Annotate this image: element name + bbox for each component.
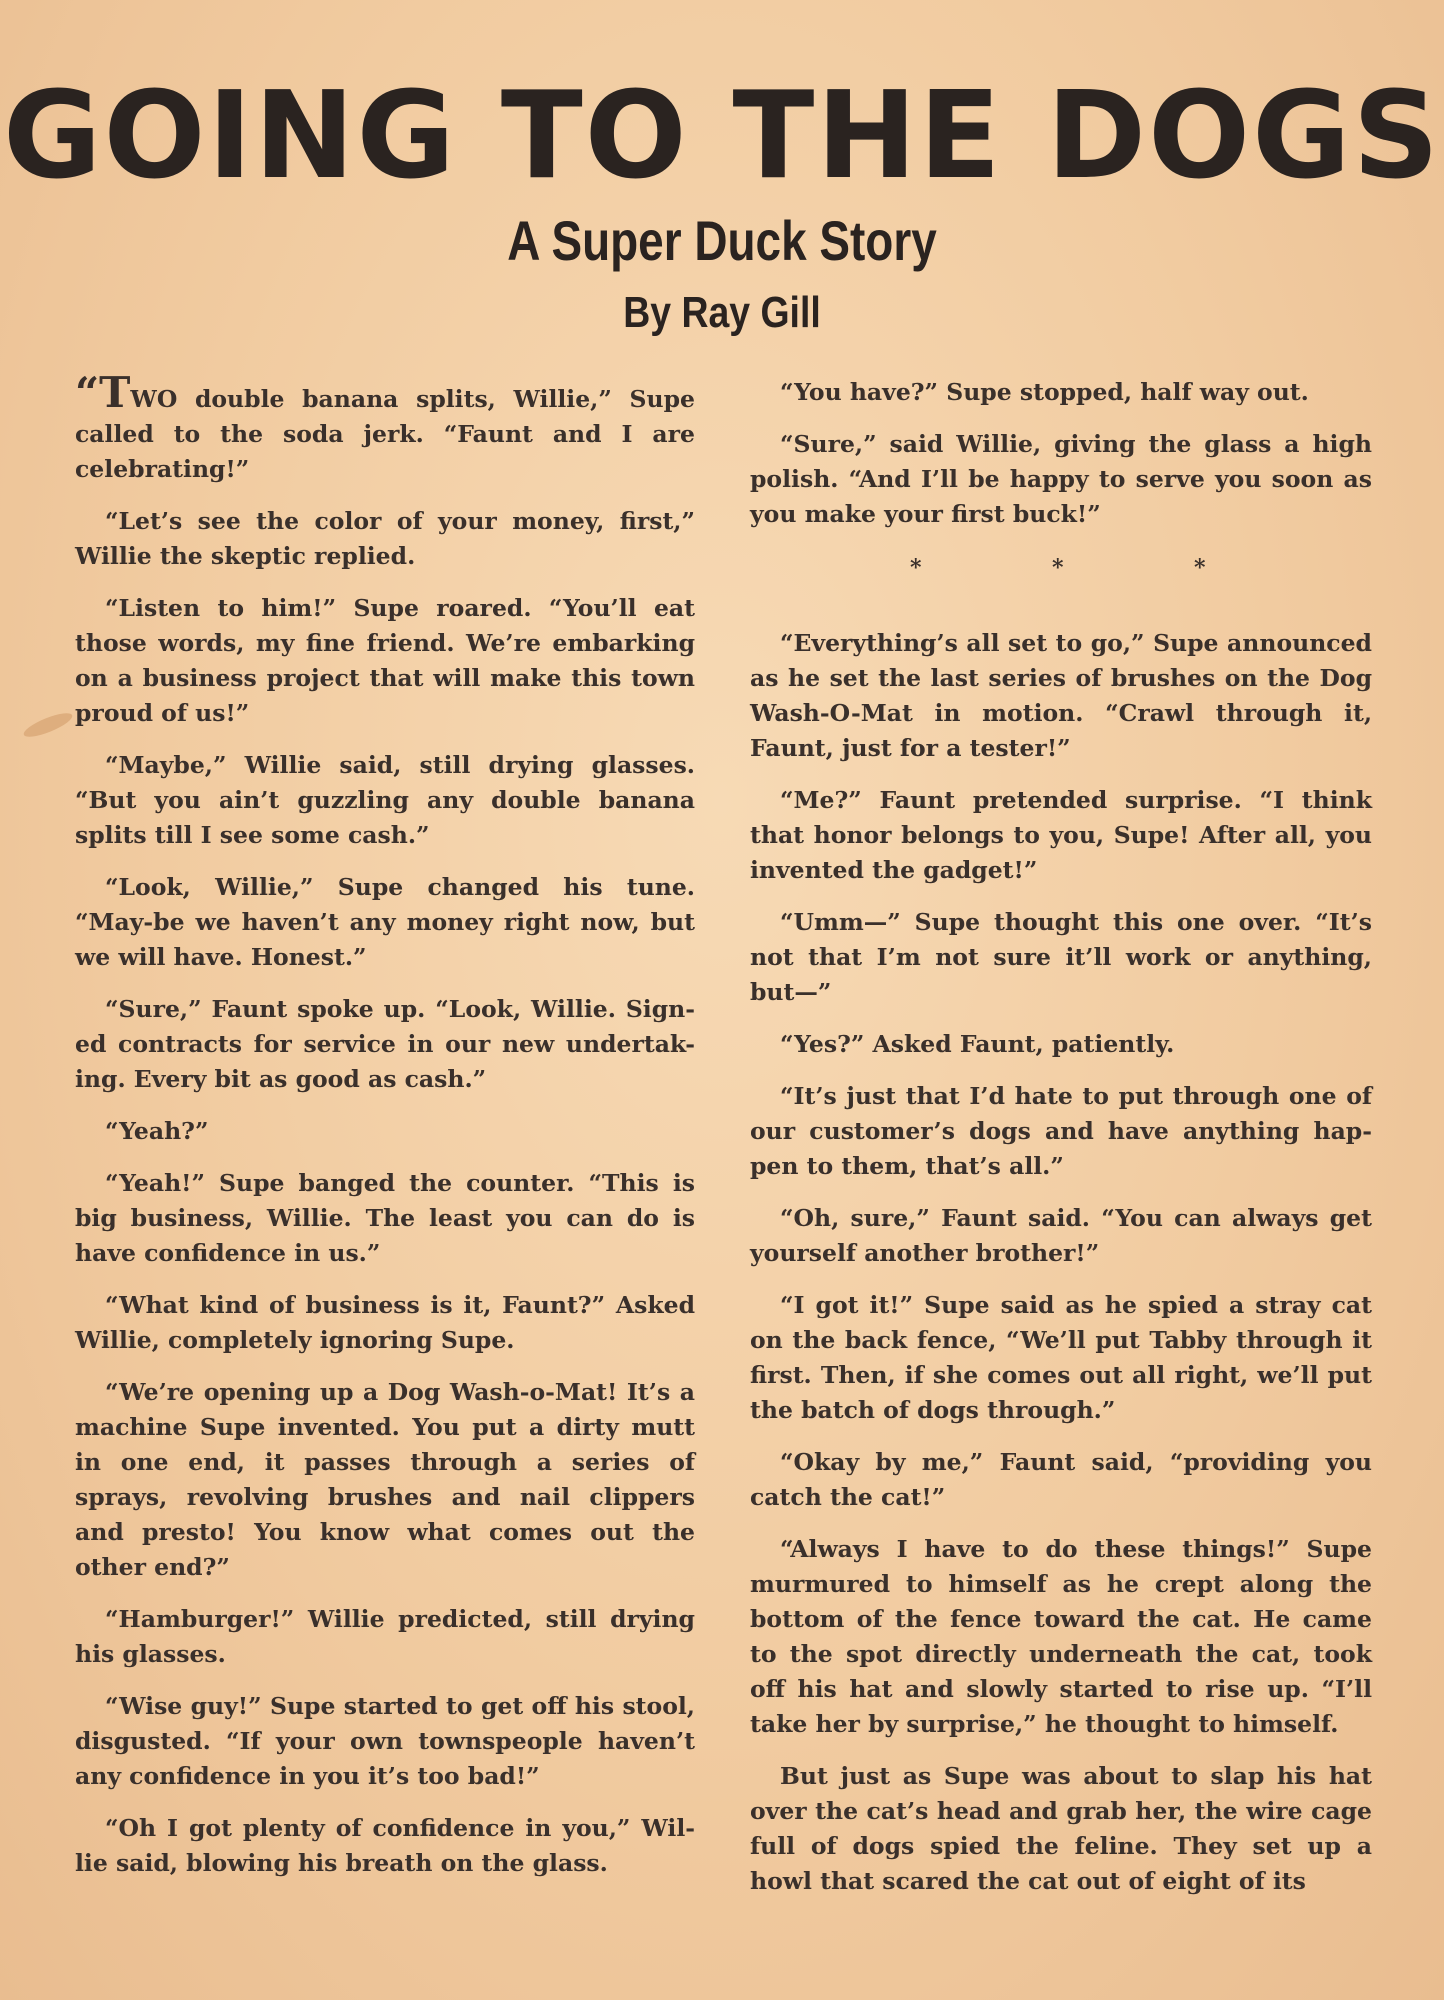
paragraph: “Let’s see the color of your money, first,” Willie the skeptic replied. xyxy=(75,507,695,570)
section-break-star: * xyxy=(910,555,922,581)
story-title: GOING TO THE DOGS xyxy=(2,67,1442,206)
left-column xyxy=(75,368,695,1898)
paragraph: “Oh I got plenty of confidence in you,” Wil-lie said, blowing his breath on the glass. xyxy=(75,1814,695,1877)
paragraph: “Everything’s all set to go,” Supe announced as he set the last series of brushes on the Dog Wash-O-Mat in motion. “Crawl through it, Faunt, just for a tester!” xyxy=(750,629,1372,762)
story-byline: By Ray Gill xyxy=(623,288,821,337)
paragraph xyxy=(75,368,695,487)
paragraph: “Oh, sure,” Faunt said. “You can always get yourself another brother!” xyxy=(750,1204,1372,1267)
paragraph: “Okay by me,” Faunt said, “providing you catch the cat!” xyxy=(750,1448,1372,1511)
right-column xyxy=(750,375,1372,1916)
paragraph: “Maybe,” Willie said, still drying glasses. “But you ain’t guzzling any double banana splits till I see some cash.” xyxy=(75,751,695,849)
paragraph: “I got it!” Supe said as he spied a stray cat on the back fence, “We’ll put Tabby through it first. Then, if she comes out all right, we’ll put the batch of dogs through.” xyxy=(750,1291,1372,1424)
paragraph: “Yeah?” xyxy=(105,1117,209,1145)
section-break-star: * xyxy=(1052,555,1064,581)
paragraph: “Wise guy!” Supe started to get off his stool, disgusted. “If your own townspeople haven’t any confidence in you it’s too bad!” xyxy=(75,1692,695,1790)
paragraph: “Look, Willie,” Supe changed his tune. “May-be we haven’t any money right now, but we will have. Honest.” xyxy=(75,873,695,971)
paragraph: “Always I have to do these things!” Supe murmured to himself as he crept along the bottom of the fence toward the cat. He came to the spot directly underneath the cat, took off his hat and slowly started to rise up. “I’ll take her by surprise,” he thought to himself. xyxy=(750,1535,1372,1738)
paragraph: But just as Supe was about to slap his hat over the cat’s head and grab her, the wire cage full of dogs spied the feline. They set up a howl that scared the cat out of eight of its xyxy=(750,1762,1372,1895)
section-break xyxy=(750,549,1372,589)
section-break-star: * xyxy=(1194,555,1206,581)
paragraph: “Listen to him!” Supe roared. “You’ll eat those words, my fine friend. We’re embarking on a business project that will make this town proud of us!” xyxy=(75,594,695,727)
paper-tear xyxy=(21,709,74,741)
paragraph: “Sure,” Faunt spoke up. “Look, Willie. Sign-ed contracts for service in our new undertak-ing. Every bit as good as cash.” xyxy=(75,995,695,1093)
paragraph: “Hamburger!” Willie predicted, still drying his glasses. xyxy=(75,1605,695,1668)
paragraph: “What kind of business is it, Faunt?” Asked Willie, completely ignoring Supe. xyxy=(75,1291,695,1354)
paragraph: “You have?” Supe stopped, half way out. xyxy=(780,378,1309,406)
dropcap: “T xyxy=(75,368,131,417)
paragraph: “We’re opening up a Dog Wash-o-Mat! It’s a machine Supe invented. You put a dirty mutt in one end, it passes through a series of sprays, revolving brushes and nail clippers and presto! You know what comes out the other end?” xyxy=(75,1378,695,1581)
paragraph: “Me?” Faunt pretended surprise. “I think that honor belongs to you, Supe! After all, you invented the gadget!” xyxy=(750,786,1372,884)
paragraph: “Yes?” Asked Faunt, patiently. xyxy=(780,1030,1175,1058)
paragraph: “Umm—” Supe thought this one over. “It’s not that I’m not sure it’ll work or anything, but—” xyxy=(750,908,1372,1006)
story-subtitle: A Super Duck Story xyxy=(507,209,937,272)
paragraph-rest: WO double banana splits, Willie,” Supe called to the soda jerk. “Faunt and I are celebrating!” xyxy=(75,385,695,483)
paragraph: “Yeah!” Supe banged the counter. “This is big business, Willie. The least you can do is have confidence in us.” xyxy=(75,1169,695,1267)
paragraph: “Sure,” said Willie, giving the glass a high polish. “And I’ll be happy to serve you soon as you make your first buck!” xyxy=(750,430,1372,528)
paragraph: “It’s just that I’d hate to put through one of our customer’s dogs and have anything hap-pen to them, that’s all.” xyxy=(750,1082,1372,1180)
